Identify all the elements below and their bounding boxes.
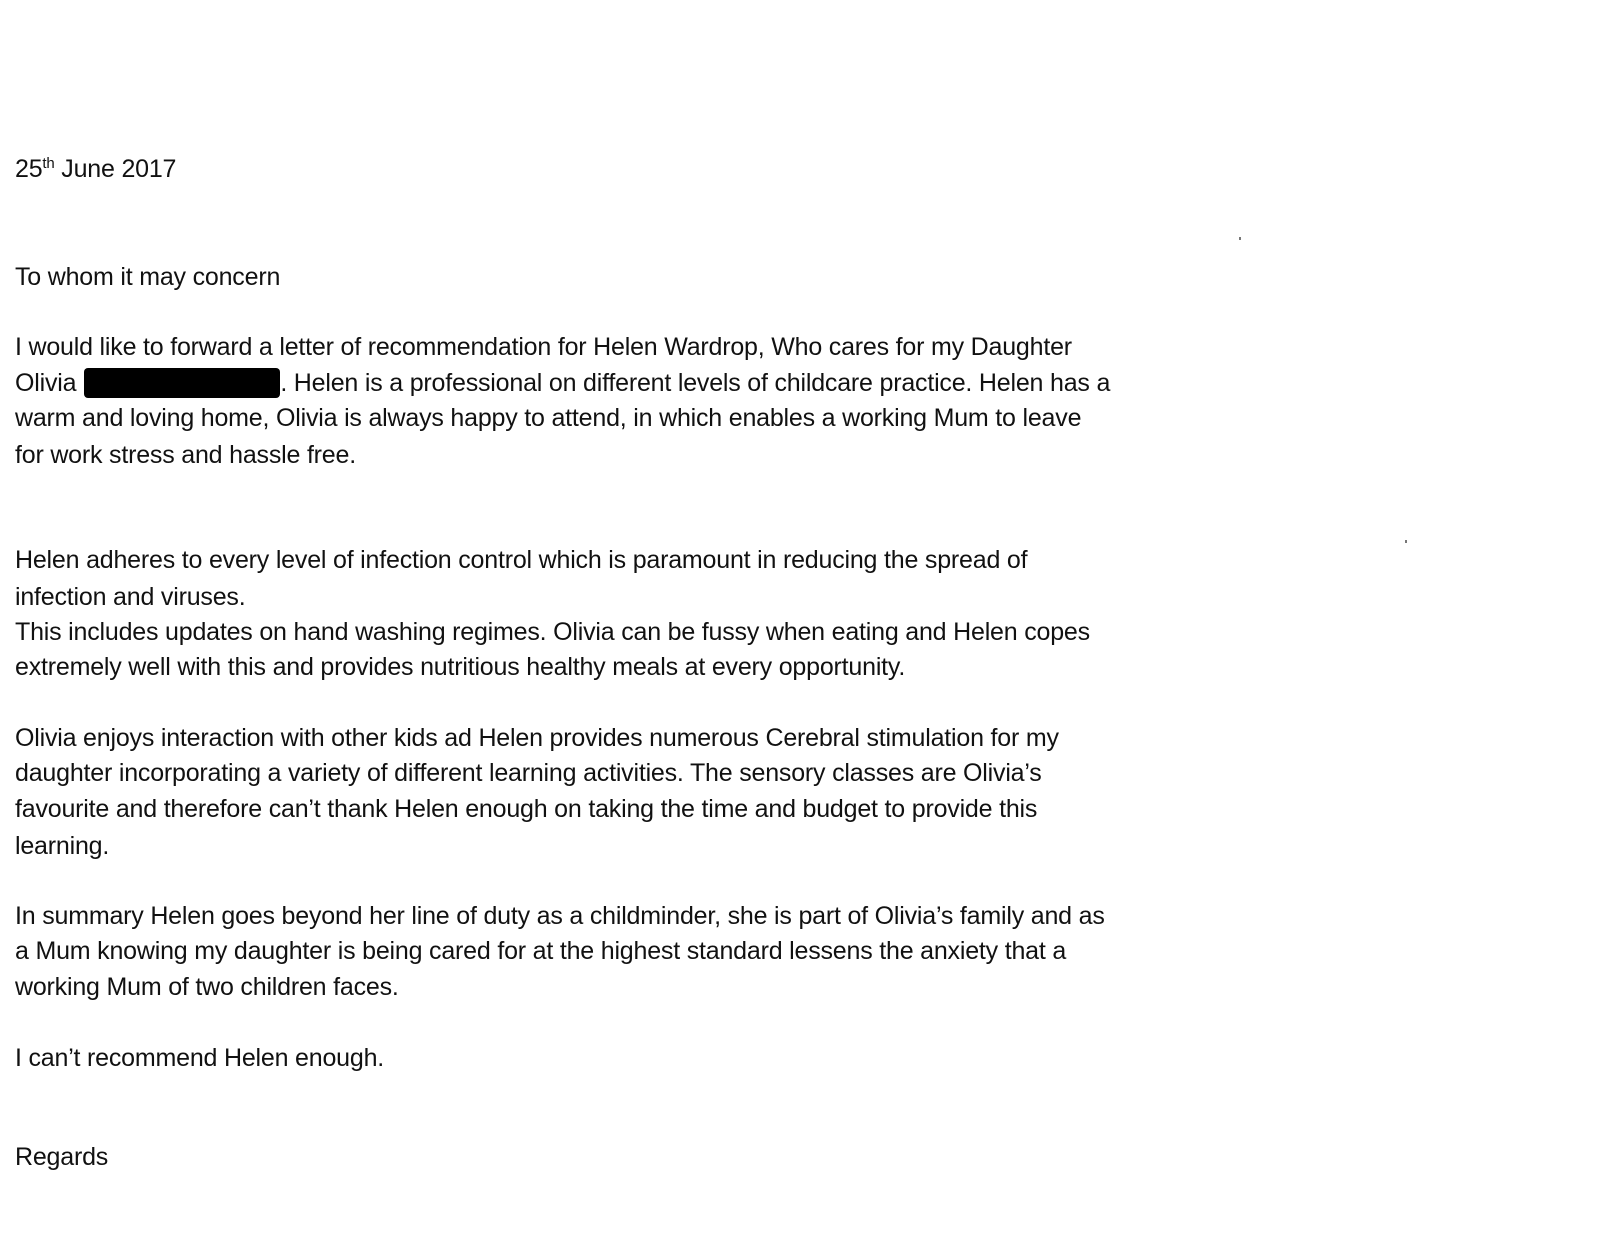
date-rest: June 2017 [54, 155, 177, 183]
paragraph-1-line-1: I would like to forward a letter of recommendation for Helen Wardrop, Who cares for my Daughter [15, 333, 1072, 361]
paragraph-5: I can’t recommend Helen enough. [15, 1044, 385, 1072]
paragraph-2-line-2: infection and viruses. [15, 583, 246, 611]
paragraph-3-line-4: learning. [15, 832, 110, 860]
paragraph-3-line-2: daughter incorporating a variety of different learning activities. The sensory classes are Olivia’s [15, 759, 1042, 787]
paragraph-2-line-3: This includes updates on hand washing regimes. Olivia can be fussy when eating and Helen copes [15, 618, 1090, 646]
date-day: 25 [15, 155, 43, 183]
paragraph-1-line-2 [15, 368, 1110, 398]
scan-speck [1239, 237, 1241, 240]
child-name: Olivia [15, 369, 77, 397]
paragraph-1-line-2-text: . Helen is a professional on different levels of childcare practice. Helen has a [280, 369, 1111, 397]
date-suffix: th [42, 155, 55, 172]
paragraph-4-line-3: working Mum of two children faces. [15, 973, 399, 1001]
paragraph-3-line-3: favourite and therefore can’t thank Helen enough on taking the time and budget to provide this [15, 795, 1038, 823]
letter-date [15, 154, 176, 184]
paragraph-1-line-3: warm and loving home, Olivia is always happy to attend, in which enables a working Mum to leave [15, 404, 1082, 432]
paragraph-4-line-1: In summary Helen goes beyond her line of duty as a childminder, she is part of Olivia’s family and as [15, 902, 1105, 930]
salutation: To whom it may concern [15, 263, 281, 291]
redaction-box [84, 368, 280, 398]
paragraph-4-line-2: a Mum knowing my daughter is being cared for at the highest standard lessens the anxiety that a [15, 937, 1067, 965]
paragraph-3-line-1: Olivia enjoys interaction with other kids ad Helen provides numerous Cerebral stimulation for my [15, 724, 1059, 752]
paragraph-2-line-4: extremely well with this and provides nutritious healthy meals at every opportunity. [15, 653, 906, 681]
paragraph-1-line-4: for work stress and hassle free. [15, 441, 356, 469]
paragraph-2-line-1: Helen adheres to every level of infection control which is paramount in reducing the spread of [15, 546, 1028, 574]
closing: Regards [15, 1143, 109, 1171]
scan-speck [1405, 540, 1407, 543]
